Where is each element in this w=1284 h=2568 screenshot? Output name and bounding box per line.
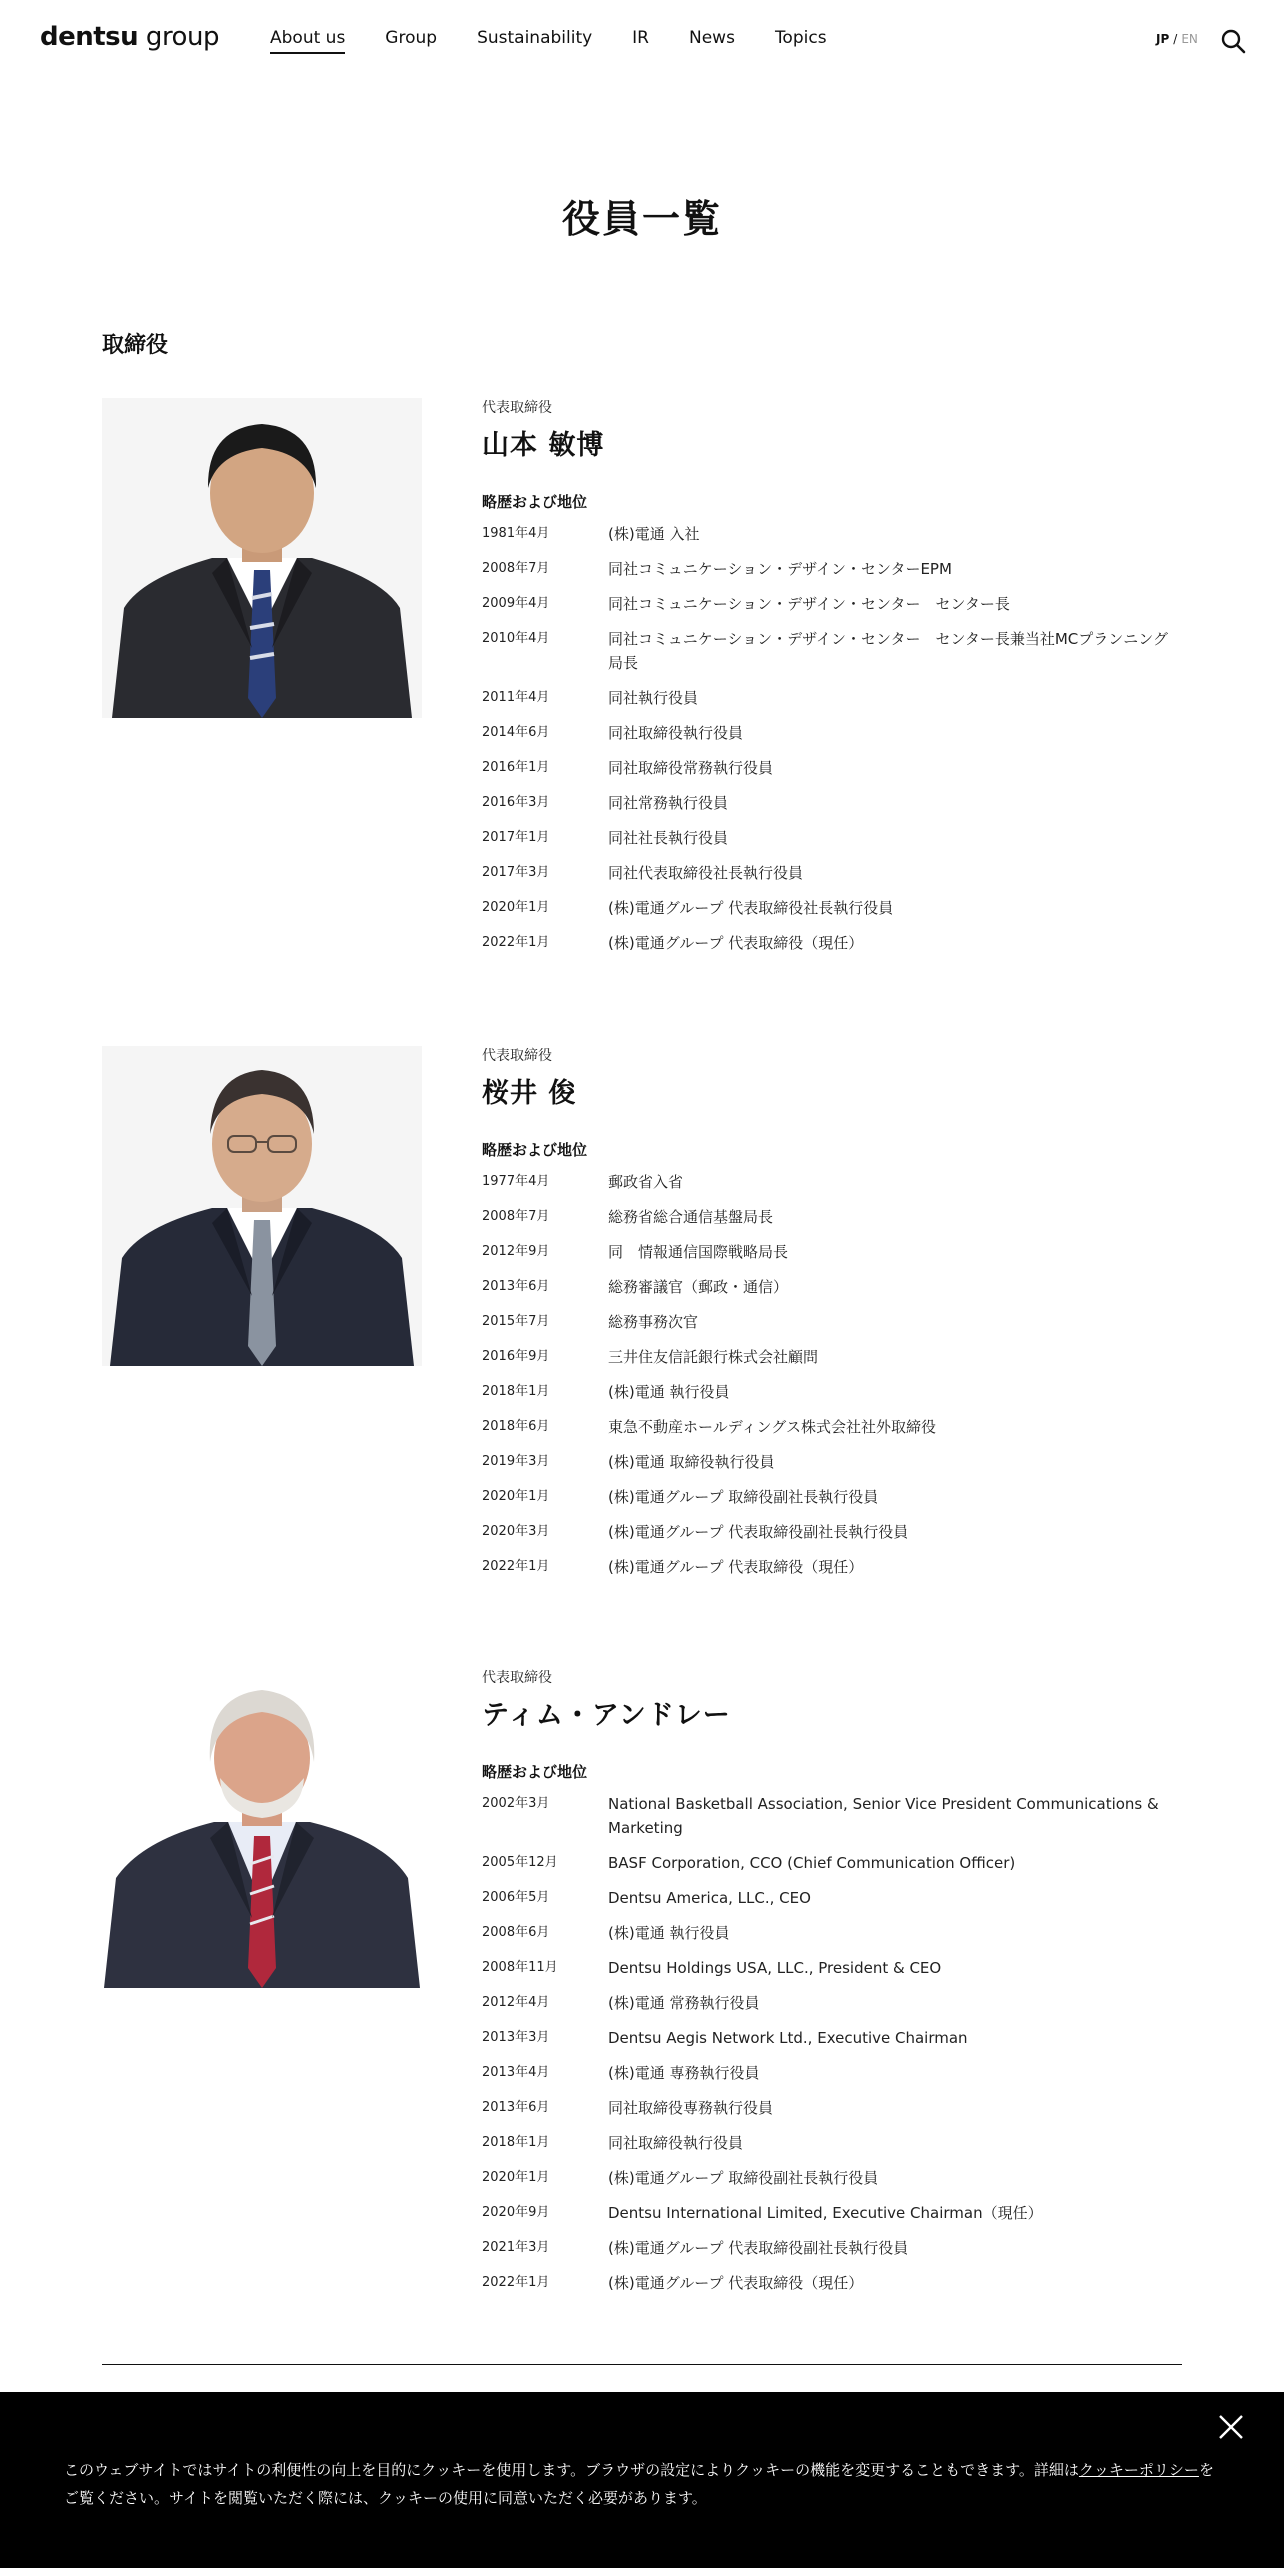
career-date: 2008年7月 [482,1209,550,1224]
career-row [482,791,1182,815]
career-row [482,1520,1182,1544]
executive-photo [102,398,422,718]
career-heading: 略歴および地位 [482,1141,588,1159]
career-row [482,1205,1182,1229]
career-text: 同社執行役員 [608,689,699,707]
career-date: 2008年6月 [482,1925,550,1940]
career-row [482,1415,1182,1439]
career-text: (株)電通グループ 代表取締役副社長執行役員 [608,2239,909,2257]
career-row [482,1310,1182,1334]
career-date: 2009年4月 [482,596,550,611]
career-text: 同社社長執行役員 [608,829,729,847]
career-date: 2017年1月 [482,830,550,845]
cookie-message: このウェブサイトではサイトの利便性の向上を目的にクッキーを使用します。ブラウザの設定によりクッキーの機能を変更することもできます。詳細はクッキーポリシーをご覧ください。サイトを閲覧いただく際には、クッキーの使用に同意いただく必要があります。 [64,2461,1214,2507]
section-title-directors: 取締役 [102,333,169,358]
career-text: (株)電通グループ 代表取締役副社長執行役員 [608,1523,909,1541]
career-text: Dentsu Aegis Network Ltd., Executive Chairman [608,2029,968,2047]
career-date: 2021年3月 [482,2240,550,2255]
career-text: 東急不動産ホールディングス株式会社社外取締役 [608,1418,937,1436]
lang-separator: / [1173,32,1178,46]
cookie-policy-link[interactable]: クッキーポリシー [1078,2461,1199,2479]
career-text: 同社取締役執行役員 [608,2134,744,2152]
career-row [482,2166,1182,2190]
career-row [482,1886,1182,1910]
career-date: 2018年1月 [482,2135,550,2150]
career-date: 2018年6月 [482,1419,550,1434]
career-text: 同社取締役専務執行役員 [608,2099,774,2117]
career-date: 2013年6月 [482,1279,550,1294]
career-date: 2013年6月 [482,2100,550,2115]
executive-info [482,1046,1182,1590]
executive-name: 山本 敏博 [482,430,605,461]
career-text: (株)電通グループ 代表取締役社長執行役員 [608,899,894,917]
nav-news[interactable]: News [689,28,735,48]
career-row [482,1921,1182,1945]
executive-photo [102,1668,422,1988]
career-date: 2022年1月 [482,2275,550,2290]
career-row [482,1240,1182,1264]
career-date: 2002年3月 [482,1796,550,1811]
career-date: 2022年1月 [482,935,550,950]
career-date: 2016年3月 [482,795,550,810]
career-row [482,1345,1182,1369]
executive-info [482,1668,1182,2306]
career-row [482,1792,1182,1840]
career-date: 2020年1月 [482,1489,550,1504]
career-date: 2020年1月 [482,900,550,915]
executive-position: 代表取締役 [482,400,552,416]
career-date: 2022年1月 [482,1559,550,1574]
career-date: 2020年1月 [482,2170,550,2185]
career-text: Dentsu America, LLC., CEO [608,1889,811,1907]
career-date: 2013年3月 [482,2030,550,2045]
career-text: 郵政省入省 [608,1173,684,1191]
career-text: (株)電通グループ 代表取締役（現任） [608,934,864,952]
career-row [482,1450,1182,1474]
career-row [482,686,1182,710]
career-heading: 略歴および地位 [482,493,588,511]
career-row [482,627,1182,675]
career-text: 三井住友信託銀行株式会社顧問 [608,1348,819,1366]
nav-group[interactable]: Group [385,28,438,48]
career-row [482,2201,1182,2225]
career-row [482,721,1182,745]
career-text: (株)電通 専務執行役員 [608,2064,760,2082]
career-text: 総務省総合通信基盤局長 [608,1208,774,1226]
career-text: 同社取締役常務執行役員 [608,759,774,777]
career-row [482,592,1182,616]
career-date: 1981年4月 [482,526,550,541]
section-divider [102,2364,1182,2365]
career-text: (株)電通グループ 代表取締役（現任） [608,2274,864,2292]
dentsu-group-logo[interactable]: dentsu group [40,22,219,52]
lang-en[interactable]: EN [1181,32,1198,46]
career-date: 2012年9月 [482,1244,550,1259]
career-date: 1977年4月 [482,1174,550,1189]
career-date: 2006年5月 [482,1890,550,1905]
career-row [482,931,1182,955]
career-row [482,1485,1182,1509]
career-text: (株)電通 執行役員 [608,1924,730,1942]
nav-ir[interactable]: IR [632,28,649,48]
career-text: (株)電通グループ 取締役副社長執行役員 [608,1488,879,1506]
page-title: 役員一覧 [561,197,722,241]
career-date: 2008年11月 [482,1960,558,1975]
career-row [482,1991,1182,2015]
career-date: 2020年9月 [482,2205,550,2220]
career-date: 2010年4月 [482,631,550,646]
career-date: 2011年4月 [482,690,550,705]
career-date: 2013年4月 [482,2065,550,2080]
career-text: (株)電通 執行役員 [608,1383,730,1401]
career-row [482,2271,1182,2295]
career-text: 同社コミュニケーション・デザイン・センター センター長 [608,595,1010,613]
career-text: Dentsu International Limited, Executive Chairman（現任） [608,2204,1043,2222]
executive-name: ティム・アンドレー [482,1700,731,1731]
career-row [482,1380,1182,1404]
career-row [482,1275,1182,1299]
career-list [482,1170,1182,1579]
global-nav [270,28,867,54]
career-text: National Basketball Association, Senior Vice President Communications & Marketing [608,1795,1159,1837]
career-row [482,2026,1182,2050]
career-heading: 略歴および地位 [482,1763,588,1781]
career-text: 同社常務執行役員 [608,794,729,812]
career-date: 2016年9月 [482,1349,550,1364]
nav-about-us[interactable]: About us [270,28,345,54]
career-row [482,522,1182,546]
career-text: (株)電通グループ 代表取締役（現任） [608,1558,864,1576]
career-date: 2018年1月 [482,1384,550,1399]
career-row [482,2096,1182,2120]
career-text: (株)電通 入社 [608,525,700,543]
career-date: 2008年7月 [482,561,550,576]
career-text: Dentsu Holdings USA, LLC., President & CEO [608,1959,942,1977]
career-row [482,1956,1182,1980]
career-row [482,756,1182,780]
career-row [482,896,1182,920]
career-row [482,826,1182,850]
career-row [482,861,1182,885]
career-row [482,1851,1182,1875]
career-text: 同社代表取締役社長執行役員 [608,864,804,882]
career-row [482,557,1182,581]
career-row [482,2061,1182,2085]
nav-topics[interactable]: Topics [774,28,827,48]
career-text: 同社コミュニケーション・デザイン・センター センター長兼当社MCプランニング局長 [608,630,1168,672]
site-header [0,0,1284,80]
career-text: 総務事務次官 [608,1313,699,1331]
career-date: 2015年7月 [482,1314,550,1329]
career-row [482,2131,1182,2155]
language-switcher [1156,32,1198,46]
career-date: 2005年12月 [482,1855,558,1870]
career-text: 総務審議官（郵政・通信） [608,1278,789,1296]
career-date: 2017年3月 [482,865,550,880]
career-text: 同社コミュニケーション・デザイン・センターEPM [608,560,952,578]
executive-position: 代表取締役 [482,1048,552,1064]
search-icon[interactable] [1220,28,1246,54]
career-date: 2016年1月 [482,760,550,775]
nav-sustainability[interactable]: Sustainability [477,28,593,48]
career-row [482,2236,1182,2260]
cookie-banner [0,2392,1284,2568]
career-date: 2019年3月 [482,1454,550,1469]
career-list [482,522,1182,955]
executive-photo [102,1046,422,1366]
career-date: 2020年3月 [482,1524,550,1539]
close-icon[interactable] [1216,2412,1246,2442]
career-date: 2012年4月 [482,1995,550,2010]
career-text: (株)電通 常務執行役員 [608,1994,760,2012]
executive-position: 代表取締役 [482,1670,552,1686]
lang-jp[interactable]: JP [1156,32,1170,46]
career-row [482,1555,1182,1579]
career-text: 同社取締役執行役員 [608,724,744,742]
executive-name: 桜井 俊 [482,1078,577,1109]
executive-info [482,398,1182,966]
career-list [482,1792,1182,2295]
career-text: BASF Corporation, CCO (Chief Communication Officer) [608,1854,1016,1872]
career-row [482,1170,1182,1194]
career-text: (株)電通グループ 取締役副社長執行役員 [608,2169,879,2187]
career-date: 2014年6月 [482,725,550,740]
career-text: 同 情報通信国際戦略局長 [608,1243,789,1261]
career-text: (株)電通 取締役執行役員 [608,1453,775,1471]
